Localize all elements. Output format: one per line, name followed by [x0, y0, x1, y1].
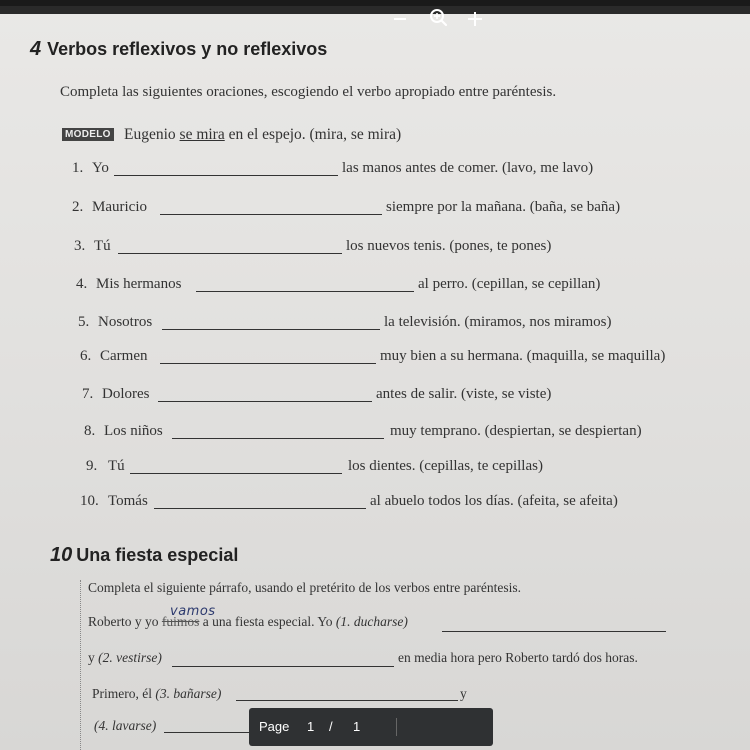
verb-prompt-1: (1. ducharse) — [335, 614, 408, 629]
answer-blank[interactable] — [158, 401, 372, 402]
item-subject: Mauricio — [92, 199, 147, 215]
item-subject: Mis hermanos — [96, 276, 182, 292]
item-subject: Tú — [94, 238, 111, 254]
toolbar-divider — [396, 718, 397, 736]
item-subject: Carmen — [100, 348, 148, 364]
worksheet-page — [0, 6, 750, 750]
item-number: 1. — [72, 160, 84, 176]
add-icon[interactable] — [466, 10, 484, 28]
item-number: 10. — [80, 493, 99, 509]
item-rest: los nuevos tenis. (pones, te pones) — [346, 238, 552, 254]
item-number: 6. — [80, 348, 92, 364]
item-number: 7. — [82, 386, 94, 402]
margin-rule — [80, 580, 81, 750]
answer-blank[interactable] — [114, 175, 338, 176]
verb-prompt-4: (4. lavarse) — [94, 718, 157, 733]
item-rest: siempre por la mañana. (baña, se baña) — [386, 199, 621, 215]
item-rest: al perro. (cepillan, se cepillan) — [418, 276, 601, 292]
section-4-instructions: Completa las siguientes oraciones, escogiendo el verbo apropiado entre paréntesis. — [60, 84, 557, 100]
item-subject: Dolores — [102, 386, 150, 402]
exercise-item — [74, 238, 694, 258]
pdf-page-toolbar — [249, 708, 493, 746]
line2-text-b: en media hora pero Roberto tardó dos horas. — [398, 650, 638, 665]
section-4-heading — [30, 38, 327, 61]
item-rest: antes de salir. (viste, se viste) — [376, 386, 552, 402]
answer-blank[interactable] — [118, 253, 342, 254]
item-rest: al abuelo todos los días. (afeita, se afeita) — [370, 493, 618, 509]
modelo-badge: MODELO — [62, 128, 114, 141]
line2-text-a: y — [88, 650, 99, 665]
item-rest: muy bien a su hermana. (maquilla, se maquilla) — [380, 348, 666, 364]
item-subject: Los niños — [104, 423, 163, 439]
answer-blank[interactable] — [162, 329, 380, 330]
exercise-item — [82, 386, 702, 406]
item-number: 4. — [76, 276, 88, 292]
item-subject: Tomás — [108, 493, 148, 509]
item-number: 3. — [74, 238, 86, 254]
item-subject: Tú — [108, 458, 125, 474]
line1-text-a: Roberto y yo — [88, 614, 162, 629]
answer-blank[interactable] — [154, 508, 366, 509]
struck-word: fuimos — [161, 614, 200, 629]
zoom-out-icon[interactable] — [394, 18, 406, 20]
item-subject: Yo — [92, 160, 109, 176]
paragraph-line-1 — [88, 614, 408, 630]
exercise-item — [72, 160, 692, 180]
modelo-pre: Eugenio — [124, 126, 180, 143]
section-4-number: 4 — [30, 38, 42, 60]
exercise-item — [78, 314, 698, 334]
exercise-item — [80, 348, 700, 368]
paragraph-line-3 — [92, 686, 221, 702]
answer-blank[interactable] — [236, 700, 458, 701]
exercise-item — [76, 276, 696, 296]
total-pages: 1 — [353, 719, 361, 734]
paragraph-line-4 — [94, 718, 156, 734]
section-10-title: Una fiesta especial — [76, 545, 239, 565]
section-10-number: 10 — [50, 544, 73, 566]
paragraph-line-2 — [88, 650, 162, 666]
verb-prompt-3: (3. bañarse) — [155, 686, 222, 701]
answer-blank[interactable] — [442, 631, 666, 632]
modelo-post: en el espejo. (mira, se mira) — [224, 126, 402, 143]
answer-blank[interactable] — [196, 291, 414, 292]
line3-text-b: y — [460, 686, 467, 701]
handwritten-note: vamos — [170, 604, 216, 619]
exercise-item — [86, 458, 706, 478]
answer-blank[interactable] — [172, 666, 394, 667]
item-number: 8. — [84, 423, 96, 439]
item-rest: las manos antes de comer. (lavo, me lavo) — [342, 160, 594, 176]
item-number: 5. — [78, 314, 90, 330]
answer-blank[interactable] — [160, 363, 376, 364]
exercise-item — [80, 493, 700, 513]
item-rest: la televisión. (miramos, nos miramos) — [384, 314, 612, 330]
page-label: Page — [259, 719, 290, 734]
item-number: 2. — [72, 199, 84, 215]
line1-text-b: a una fiesta especial. Yo — [199, 614, 336, 629]
answer-blank[interactable] — [172, 438, 384, 439]
item-number: 9. — [86, 458, 98, 474]
section-10-heading — [50, 544, 238, 567]
answer-blank[interactable] — [160, 214, 382, 215]
exercise-item — [84, 423, 704, 443]
page-separator: / — [329, 719, 333, 734]
item-rest: muy temprano. (despiertan, se despiertan) — [390, 423, 642, 439]
section-10-instructions: Completa el siguiente párrafo, usando el pretérito de los verbos entre paréntesis. — [88, 580, 521, 595]
verb-prompt-2: (2. vestirse) — [98, 650, 162, 665]
modelo-example — [124, 126, 401, 144]
line3-text-a: Primero, él — [92, 686, 156, 701]
modelo-answer: se mira — [179, 126, 225, 143]
item-subject: Nosotros — [98, 314, 153, 330]
current-page-input[interactable]: 1 — [307, 719, 315, 734]
answer-blank[interactable] — [164, 732, 254, 733]
item-rest: los dientes. (cepillas, te cepillas) — [348, 458, 543, 474]
exercise-item — [72, 199, 692, 219]
answer-blank[interactable] — [130, 473, 342, 474]
zoom-in-icon[interactable] — [429, 8, 449, 28]
page-top-shadow — [0, 6, 750, 14]
section-4-title: Verbos reflexivos y no reflexivos — [47, 39, 328, 59]
